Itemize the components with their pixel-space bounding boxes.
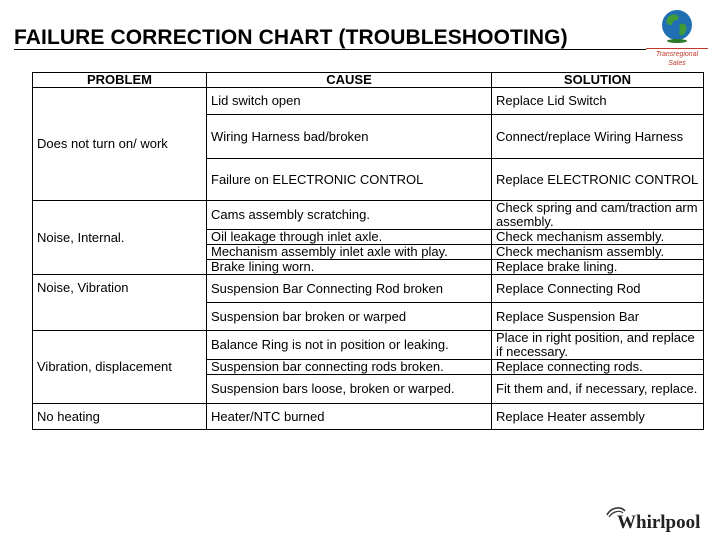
column-header-problem: PROBLEM [33,73,207,88]
whirlpool-logo: Whirlpool [617,512,701,533]
page-title: FAILURE CORRECTION CHART (TROUBLESHOOTING) [14,26,568,49]
tagline [648,50,706,68]
solution-cell: Replace Connecting Rod [492,275,704,303]
column-header-solution: SOLUTION [492,73,704,88]
cause-cell: Suspension Bar Connecting Rod broken [207,275,492,303]
solution-cell: Replace connecting rods. [492,360,704,375]
cause-cell: Suspension bar connecting rods broken. [207,360,492,375]
solution-cell: Check mechanism assembly. [492,230,704,245]
solution-cell: Replace Suspension Bar [492,303,704,331]
cause-cell: Brake lining worn. [207,260,492,275]
problem-cell: No heating [33,404,207,430]
cause-cell: Suspension bar broken or warped [207,303,492,331]
solution-cell: Place in right position, and replace if necessary. [492,331,704,360]
cause-cell: Oil leakage through inlet axle. [207,230,492,245]
cause-cell: Wiring Harness bad/broken [207,115,492,159]
solution-cell: Replace Lid Switch [492,88,704,115]
problem-cell: Does not turn on/ work [33,88,207,201]
cause-cell: Lid switch open [207,88,492,115]
tagline-line2: Sales [668,60,686,67]
solution-cell: Replace Heater assembly [492,404,704,430]
tagline-underline [646,48,708,49]
cause-cell: Heater/NTC burned [207,404,492,430]
troubleshooting-table [32,72,704,430]
solution-cell: Replace ELECTRONIC CONTROL [492,159,704,201]
cause-cell: Suspension bars loose, broken or warped. [207,375,492,404]
cause-cell: Cams assembly scratching. [207,201,492,230]
cause-cell: Balance Ring is not in position or leaking. [207,331,492,360]
solution-cell: Check mechanism assembly. [492,245,704,260]
globe-icon [660,8,694,44]
title-underline [14,49,646,50]
cause-cell: Mechanism assembly inlet axle with play. [207,245,492,260]
solution-cell: Replace brake lining. [492,260,704,275]
problem-cell: Vibration, displacement [33,331,207,404]
solution-cell: Fit them and, if necessary, replace. [492,375,704,404]
problem-cell: Noise, Internal. [33,201,207,275]
cause-cell: Failure on ELECTRONIC CONTROL [207,159,492,201]
problem-cell: Noise, Vibration [33,275,207,331]
solution-cell: Check spring and cam/traction arm assembly. [492,201,704,230]
column-header-cause: CAUSE [207,73,492,88]
tagline-line1: Transregional [655,51,699,58]
solution-cell: Connect/replace Wiring Harness [492,115,704,159]
